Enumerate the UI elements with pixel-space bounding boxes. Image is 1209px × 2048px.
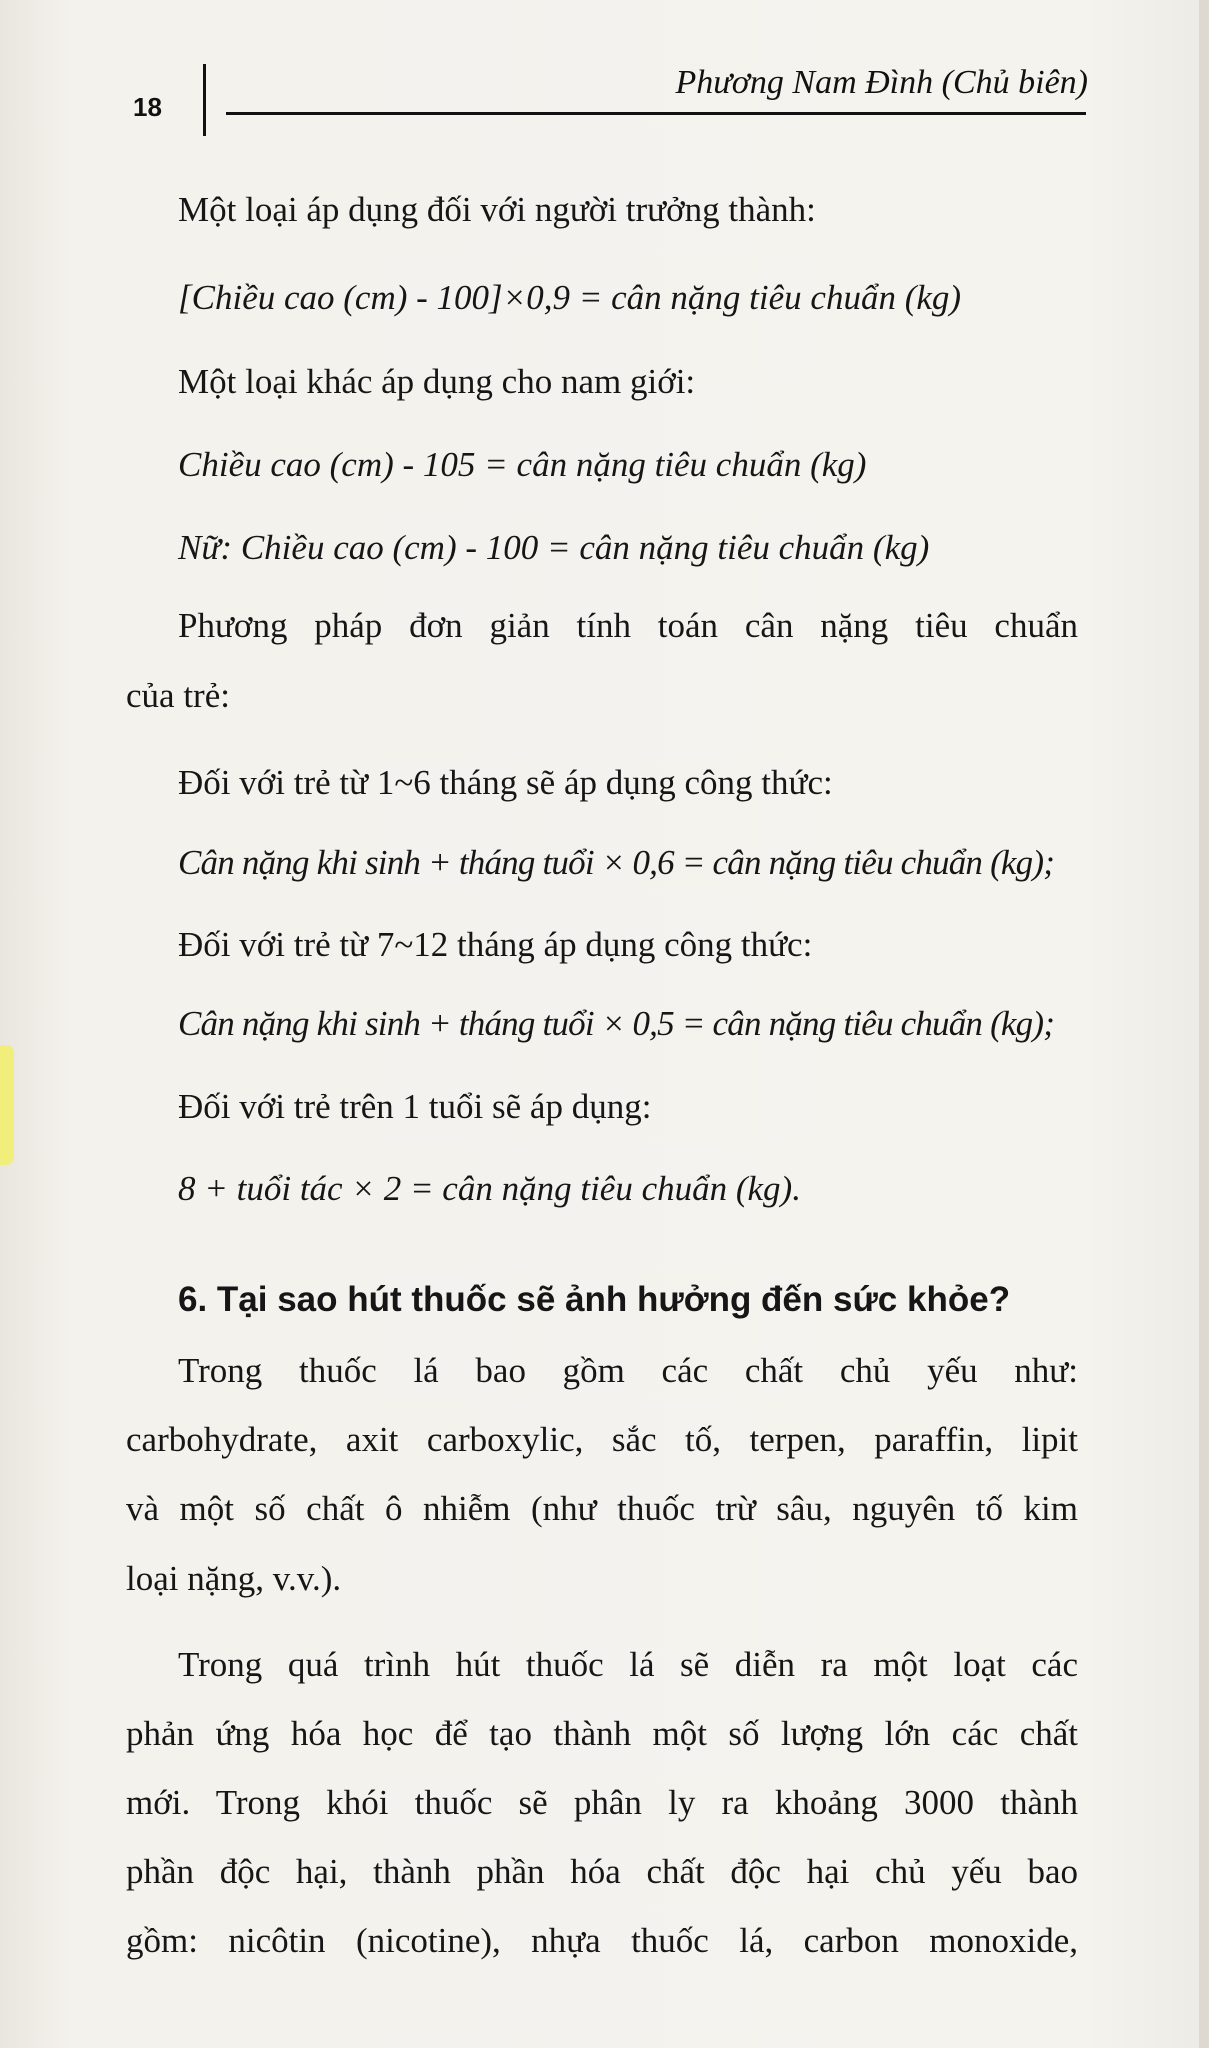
para2-line2: phản ứng hóa học để tạo thành một số lượng lớn các chất <box>126 1714 1078 1753</box>
para1-line2: carbohydrate, axit carboxylic, sắc tố, terpen, paraffin, lipit <box>126 1420 1078 1459</box>
adult-intro: Một loại áp dụng đối với người trưởng thành: <box>178 190 816 229</box>
para1-line1: Trong thuốc lá bao gồm các chất chủ yếu như: <box>178 1351 1078 1390</box>
adult-formula: [Chiều cao (cm) - 100]×0,9 = cân nặng tiêu chuẩn (kg) <box>178 278 962 317</box>
para1-line4: loại nặng, v.v.). <box>126 1559 342 1598</box>
infant-7-12-intro: Đối với trẻ từ 7~12 tháng áp dụng công thức: <box>178 925 813 964</box>
infant-7-12-formula: Cân nặng khi sinh + tháng tuổi × 0,5 = cân nặng tiêu chuẩn (kg); <box>178 1004 1055 1043</box>
infant-1-6-intro: Đối với trẻ từ 1~6 tháng sẽ áp dụng công thức: <box>178 763 833 802</box>
over-1-formula: 8 + tuổi tác × 2 = cân nặng tiêu chuẩn (kg). <box>178 1169 801 1208</box>
female-formula <box>178 528 929 568</box>
section-heading: 6. Tại sao hút thuốc sẽ ảnh hưởng đến sức khỏe? <box>178 1280 1011 1319</box>
para2-line4: phần độc hại, thành phần hóa chất độc hại chủ yếu bao <box>126 1852 1078 1891</box>
page-edge-shadow <box>1199 0 1209 2048</box>
para1-line3: và một số chất ô nhiễm (như thuốc trừ sâu, nguyên tố kim <box>126 1489 1078 1528</box>
child-intro-line1: Phương pháp đơn giản tính toán cân nặng tiêu chuẩn <box>178 606 1078 645</box>
header-rule <box>226 112 1086 115</box>
male-intro: Một loại khác áp dụng cho nam giới: <box>178 362 696 401</box>
page-number: 18 <box>133 92 162 122</box>
over-1-intro: Đối với trẻ trên 1 tuổi sẽ áp dụng: <box>178 1087 652 1126</box>
child-intro-line2: của trẻ: <box>126 676 230 715</box>
female-formula-text: Nữ: Chiều cao (cm) - 100 = cân nặng tiêu chuẩn (kg) <box>178 528 930 567</box>
para2-line1: Trong quá trình hút thuốc lá sẽ diễn ra một loạt các <box>178 1645 1078 1684</box>
running-head: Phương Nam Đình (Chủ biên) <box>675 64 1088 101</box>
header-divider-vertical <box>203 64 206 136</box>
para2-line3: mới. Trong khói thuốc sẽ phân ly ra khoảng 3000 thành <box>126 1783 1078 1822</box>
highlighter-mark <box>0 1045 14 1165</box>
male-formula: Chiều cao (cm) - 105 = cân nặng tiêu chuẩn (kg) <box>178 445 867 484</box>
infant-1-6-formula: Cân nặng khi sinh + tháng tuổi × 0,6 = cân nặng tiêu chuẩn (kg); <box>178 843 1055 882</box>
para2-line5: gồm: nicôtin (nicotine), nhựa thuốc lá, carbon monoxide, <box>126 1921 1078 1960</box>
page-header <box>0 0 1209 140</box>
